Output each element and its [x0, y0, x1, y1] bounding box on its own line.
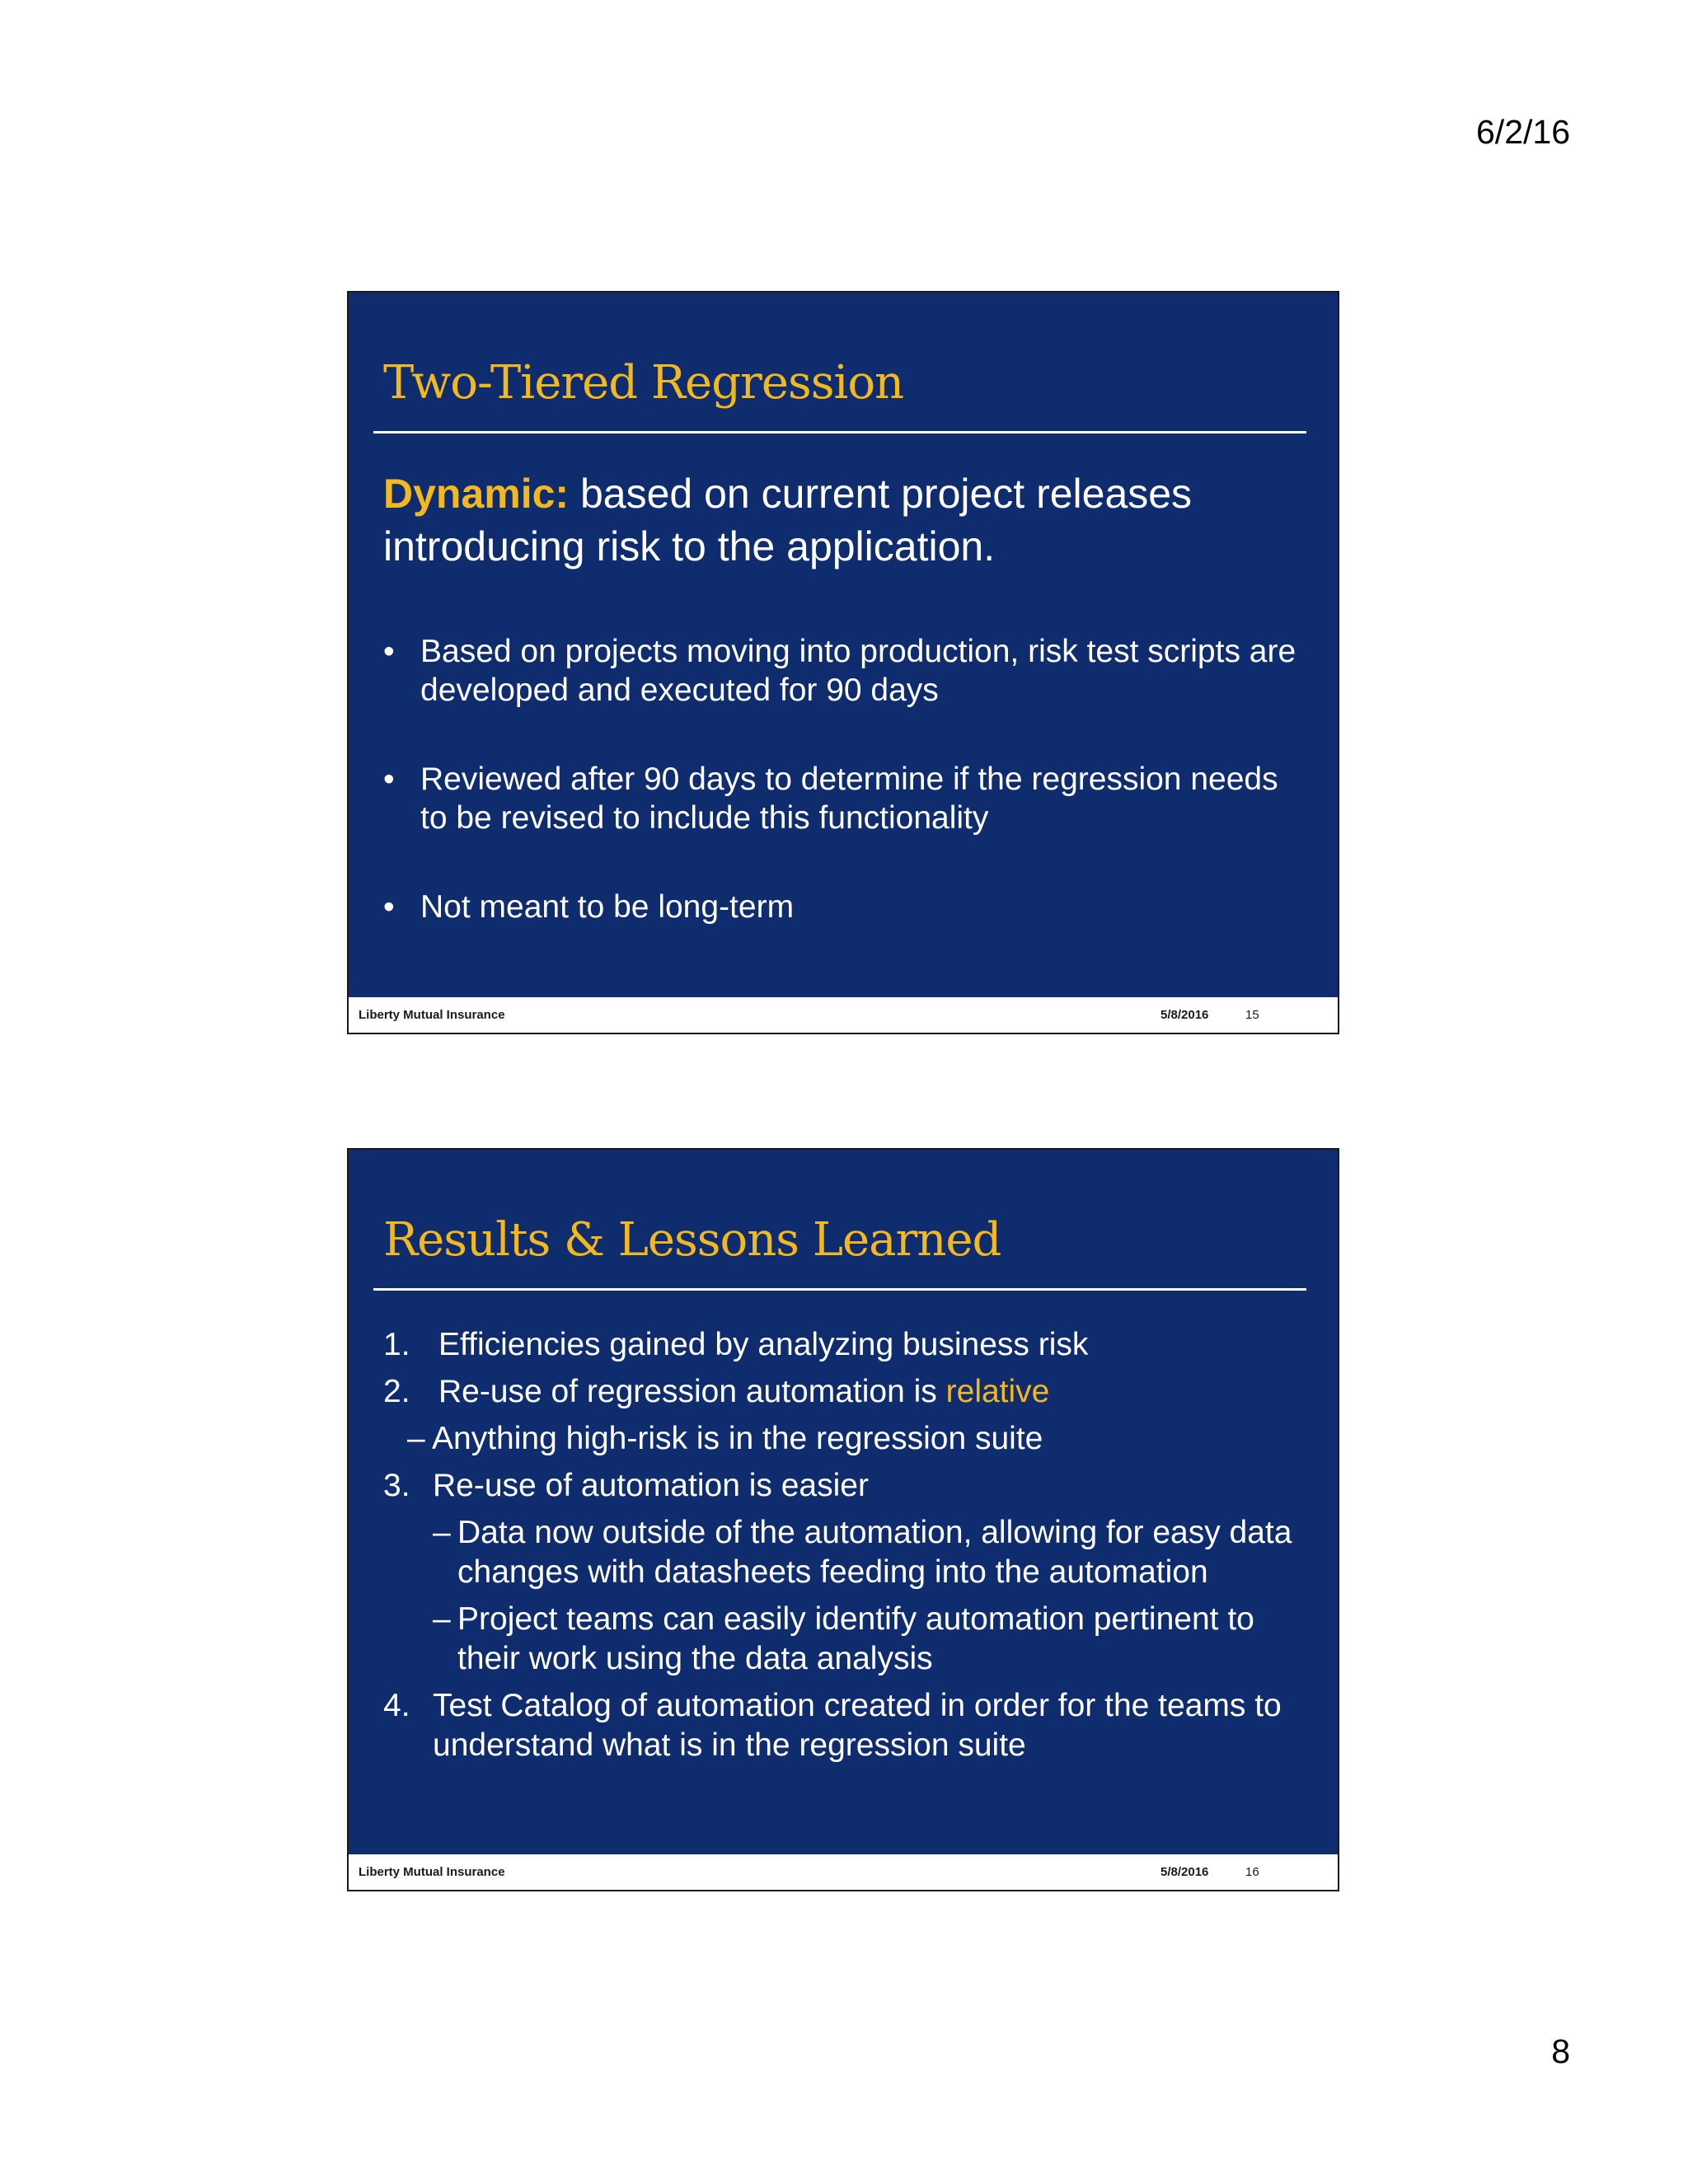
- page-date: 6/2/16: [1476, 113, 1570, 151]
- sub-item: [407, 1419, 1313, 1459]
- footer-slide-number: 15: [1245, 1008, 1259, 1022]
- item-highlight: relative: [945, 1374, 1050, 1409]
- lead-label: Dynamic:: [383, 471, 570, 517]
- slide-footer: [349, 1854, 1338, 1890]
- bullet-list: [383, 632, 1313, 926]
- footer-date: 5/8/2016: [1160, 1008, 1209, 1022]
- dash-marker: –: [433, 1601, 451, 1637]
- item-number: 1.: [383, 1327, 410, 1362]
- bullet-text: Based on projects moving into production, risk test scripts are developed and executed for 90 days: [420, 634, 1296, 708]
- item-number: 3.: [383, 1468, 410, 1503]
- dash-marker: –: [433, 1515, 451, 1550]
- lead-paragraph: [383, 467, 1313, 573]
- slide-title: Two-Tiered Regression: [383, 356, 904, 410]
- numbered-item: [383, 1686, 1313, 1765]
- sub-item-text: Project teams can easily identify automation pertinent to their work using the data analysis: [457, 1601, 1254, 1676]
- item-text: Re-use of automation is easier: [433, 1468, 869, 1503]
- footer-slide-number: 16: [1245, 1865, 1259, 1879]
- title-divider: [373, 431, 1306, 434]
- sub-item: [433, 1600, 1313, 1679]
- item-number: 4.: [383, 1688, 410, 1723]
- numbered-list: [383, 1325, 1313, 1765]
- lead-text: based on current project releases introducing risk to the application.: [383, 471, 1193, 569]
- page-number: 8: [1551, 2032, 1570, 2070]
- numbered-item: [383, 1325, 1313, 1365]
- bullet-item: [383, 760, 1313, 837]
- sub-item-text: Anything high-risk is in the regression suite: [432, 1421, 1043, 1456]
- sub-list: [407, 1419, 1313, 1459]
- bullet-marker: •: [383, 634, 395, 669]
- sub-list: [433, 1513, 1313, 1679]
- numbered-item: [383, 1372, 1313, 1459]
- slide-two-tiered-regression: [347, 291, 1339, 1034]
- dash-marker: –: [407, 1421, 425, 1456]
- footer-date: 5/8/2016: [1160, 1865, 1209, 1879]
- bullet-item: [383, 888, 1313, 926]
- slide-footer: [349, 997, 1338, 1033]
- sub-item: [433, 1513, 1313, 1592]
- slide-results-lessons-learned: [347, 1148, 1339, 1891]
- item-number: 2.: [383, 1374, 410, 1409]
- bullet-item: [383, 632, 1313, 710]
- footer-brand: Liberty Mutual Insurance: [359, 1865, 505, 1879]
- slide-body: [383, 467, 1313, 977]
- bullet-text: Not meant to be long-term: [420, 889, 795, 925]
- slide-body: [383, 1325, 1313, 1773]
- title-divider: [373, 1288, 1306, 1291]
- slide-title: Results & Lessons Learned: [383, 1213, 1001, 1267]
- bullet-marker: •: [383, 889, 395, 925]
- bullet-marker: •: [383, 762, 395, 797]
- bullet-text: Reviewed after 90 days to determine if the regression needs to be revised to include this functionality: [420, 762, 1278, 836]
- footer-brand: Liberty Mutual Insurance: [359, 1008, 505, 1022]
- item-text: Re-use of regression automation is: [438, 1374, 946, 1409]
- item-text: Test Catalog of automation created in order for the teams to understand what is in the regression suite: [433, 1688, 1282, 1763]
- numbered-item: [383, 1466, 1313, 1679]
- sub-item-text: Data now outside of the automation, allowing for easy data changes with datasheets feeding into the automation: [457, 1515, 1292, 1590]
- item-text: Efficiencies gained by analyzing business risk: [438, 1327, 1089, 1362]
